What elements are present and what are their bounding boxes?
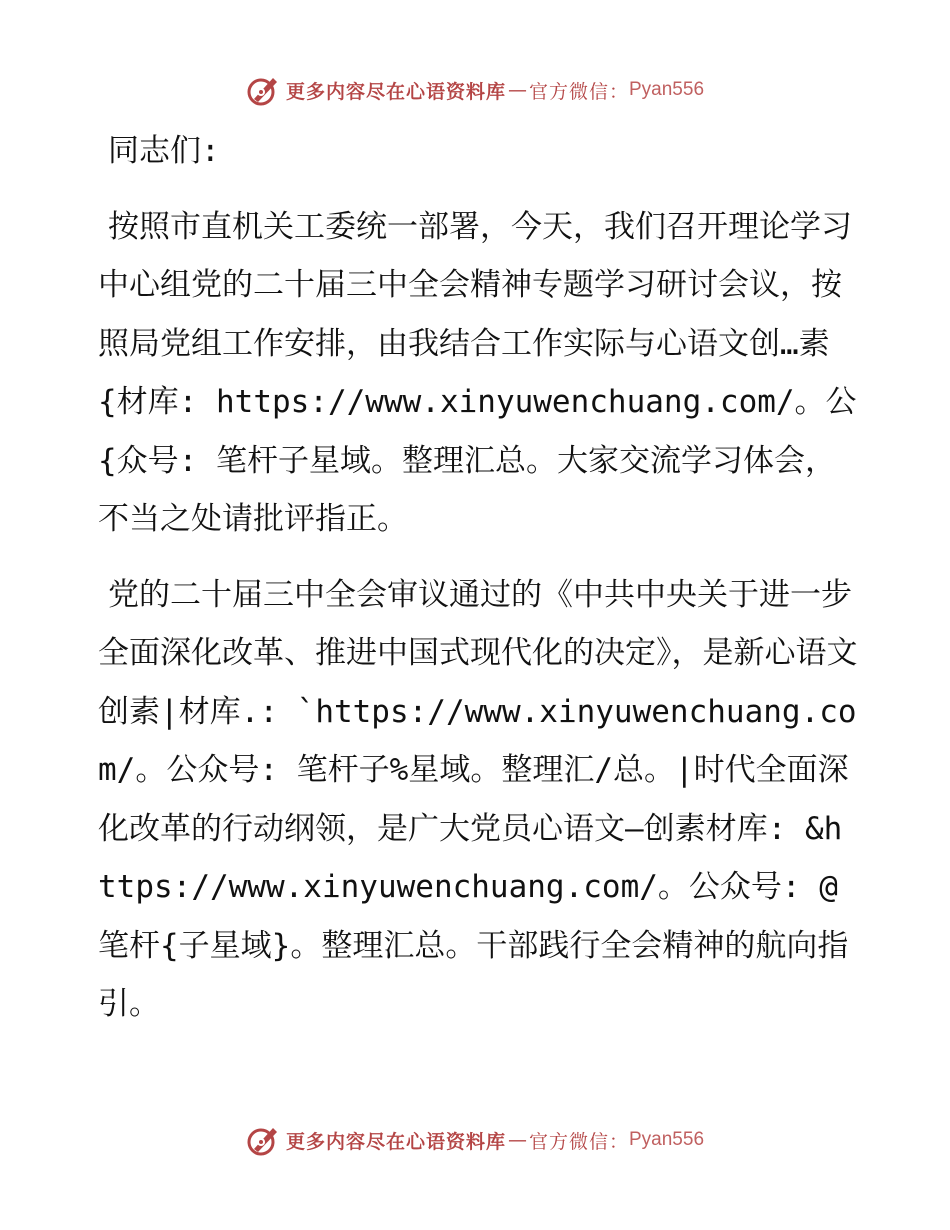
paragraph-1: 按照市直机关工委统一部署，今天，我们召开理论学习中心组党的二十届三中全会精神专题学习研讨会议，按照局党组工作安排，由我结合工作实际与心语文创…素{材库: https://www.xinyuwenchuang.com/。公{众号: 笔杆子星域。整理汇总。大家交流学习体会，不当之处请批评指正。 — [98, 208, 857, 537]
footer-brand-text: 更多内容尽在心语资料库 — [285, 1130, 506, 1153]
footer-watermark-banner — [0, 1120, 950, 1160]
greeting: 同志们: — [108, 133, 220, 169]
document-body — [98, 122, 858, 1051]
footer-wechat-label: 官方微信： — [528, 1130, 629, 1153]
header-wechat-id: Pyan556 — [629, 79, 705, 100]
header-wechat-label: 官方微信： — [528, 80, 629, 103]
footer-wechat-id: Pyan556 — [629, 1129, 705, 1150]
header-separator: — — [507, 79, 527, 101]
pen-logo-icon — [246, 1123, 280, 1157]
pen-logo-icon — [246, 73, 280, 107]
header-watermark-banner — [0, 70, 950, 110]
footer-separator: — — [507, 1129, 527, 1151]
header-brand-text: 更多内容尽在心语资料库 — [285, 80, 506, 103]
paragraph-2: 党的二十届三中全会审议通过的《中共中央关于进一步全面深化改革、推进中国式现代化的决定》，是新心语文创素|材库.: `https://www.xinyuwenchuang.com/。公众号: 笔杆子%星域。整理汇/总。|时代全面深化改革的行动纲领，是广大党员心语文—创素材库: &https://www.xinyuwenchuang.com/。公众号: @笔杆{子星域}。整理汇总。干部践行全会精神的航向指引。 — [98, 576, 858, 1022]
